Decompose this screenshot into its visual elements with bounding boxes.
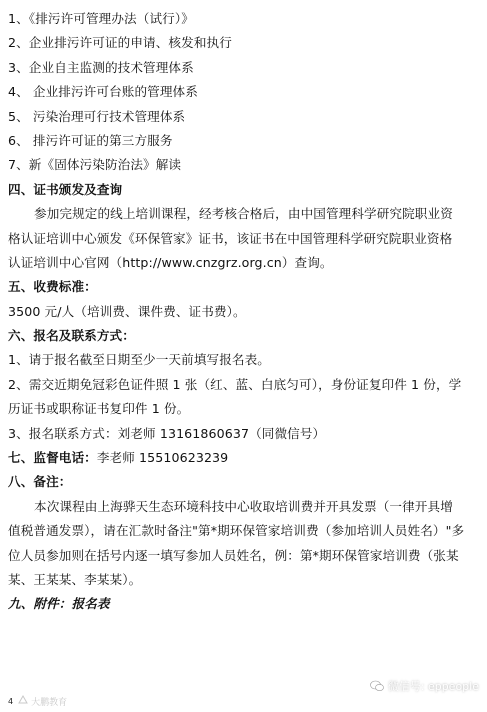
section-heading-certificate: 四、证书颁发及查询 [8,181,123,197]
section-heading-attachment: 九、附件：报名表 [8,596,110,612]
supervision-phone [8,446,482,470]
supervision-contact: 李老师 15510623239 [96,450,229,466]
registration-item-3: 3、报名联系方式：刘老师 13161860637（同微信号） [8,425,326,441]
notes-line-1: 本次课程由上海骅天生态环境科技中心收取培训费并开具发票（一律开具增 [34,498,453,514]
list-item-1: 1、《排污许可管理办法（试行）》 [8,11,194,26]
list-item-6: 6、 排污许可证的第三方服务 [8,132,173,148]
watermark-text: 大鹏教育 [31,698,68,708]
watermark-icon [18,695,28,708]
section-heading-fees: 五、收费标准： [8,279,97,295]
registration-item-2-line-2: 历证书或职称证书复印件 1 份。 [8,401,190,417]
wechat-icon [370,680,384,692]
notes-line-3: 位人员参加则在括号内逐一填写参加人员姓名，例：第*期环保管家培训费（张某 [8,547,459,563]
section-heading-registration: 六、报名及联系方式： [8,328,135,344]
page-number: 4 [8,697,14,706]
fee-amount: 3500 元/人（培训费、课件费、证书费）。 [8,303,246,319]
list-item-4: 4、 企业排污许可台账的管理体系 [8,84,198,100]
list-item-2: 2、企业排污许可证的申请、核发和执行 [8,35,232,51]
paragraph-certificate-line-2: 格认证培训中心颁发《环保管家》证书，该证书在中国管理科学研究院职业资格 [8,230,453,246]
notes-line-2: 值税普通发票），请在汇款时备注"第*期环保管家培训费（参加培训人员姓名）"多 [8,523,465,539]
list-item-3: 3、企业自主监测的技术管理体系 [8,59,194,75]
registration-item-2-line-1: 2、需交近期免冠彩色证件照 1 张（红、蓝、白底匀可），身份证复印件 1 份，学 [8,376,462,392]
wechat-id-text: 微信号: eppeople [387,680,479,693]
section-heading-notes: 八、备注： [8,474,72,490]
registration-item-1: 1、请于报名截至日期至少一天前填写报名表。 [8,352,270,368]
paragraph-certificate-line-1: 参加完规定的线上培训课程，经考核合格后，由中国管理科学研究院职业资 [34,206,453,222]
wechat-watermark [370,678,479,694]
section-heading-supervision: 七、监督电话： [8,450,97,466]
paragraph-certificate-line-3: 认证培训中心官网（http://www.cnzgrz.org.cn）查询。 [8,254,333,270]
footer-left [8,695,67,708]
document-body [8,7,482,617]
notes-line-4: 某、王某某、李某某）。 [8,571,142,587]
list-item-7: 7、新《固体污染防治法》解读 [8,157,182,173]
list-item-5: 5、 污染治理可行技术管理体系 [8,108,186,124]
